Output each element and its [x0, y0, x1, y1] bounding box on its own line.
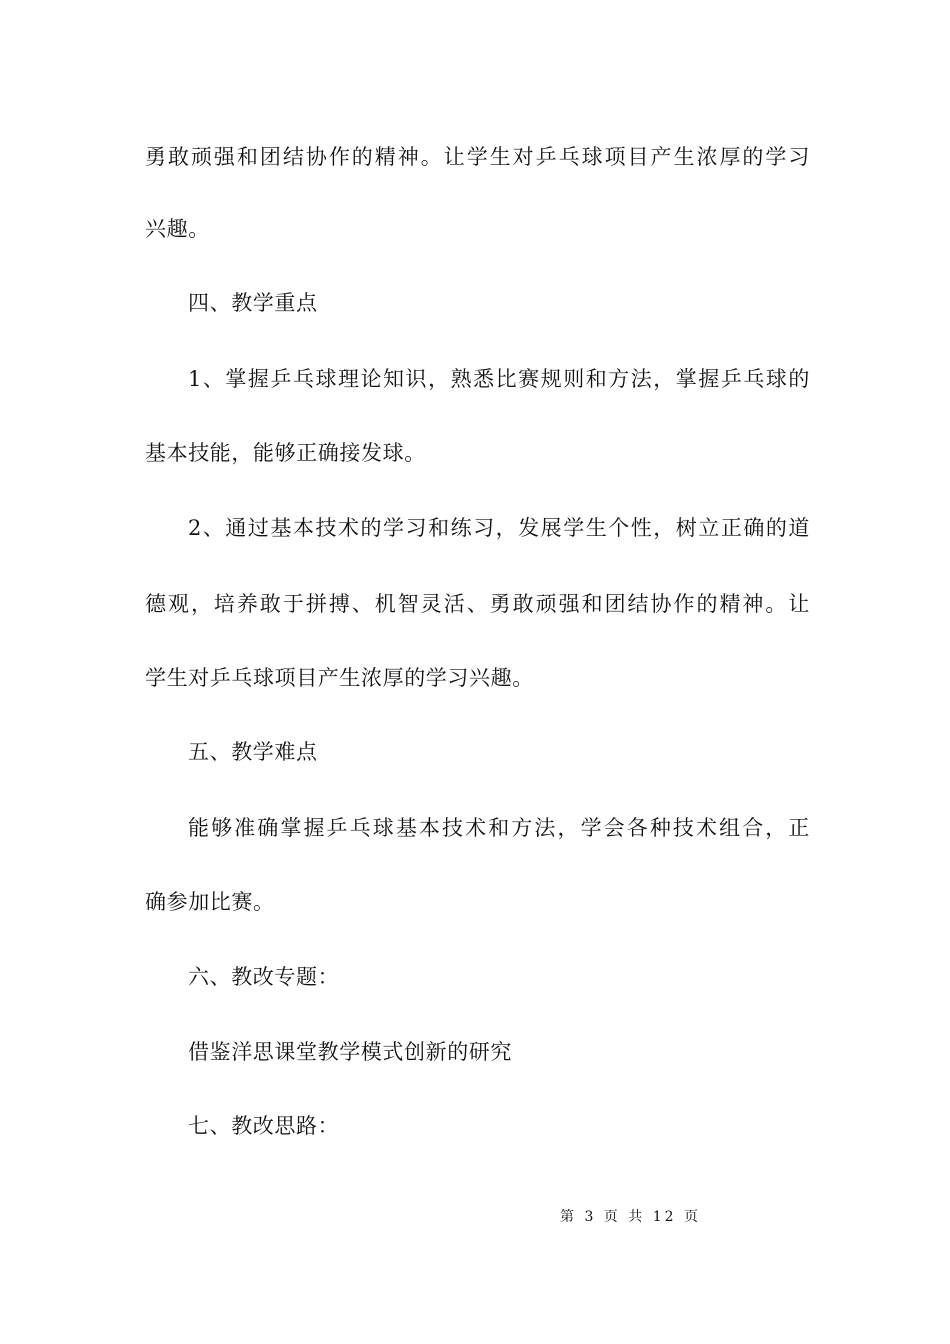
- paragraph-line: 学生对乒乓球项目产生浓厚的学习兴趣。: [145, 666, 534, 690]
- paragraph-line: 借鉴洋思课堂教学模式创新的研究: [188, 1040, 512, 1064]
- paragraph-line: 基本技能，能够正确接发球。: [145, 441, 426, 465]
- paragraph-line: 确参加比赛。: [145, 890, 275, 914]
- paragraph-line: 勇敢顽强和团结协作的精神。让学生对乒乓球项目产生浓厚的学习: [145, 145, 810, 169]
- section-heading: 四、教学重点: [188, 291, 318, 315]
- section-heading: 五、教学难点: [188, 740, 318, 764]
- paragraph-line: 能够准确掌握乒乓球基本技术和方法，学会各种技术组合，正: [188, 816, 810, 840]
- section-heading: 六、教改专题：: [188, 965, 340, 989]
- paragraph-line: 兴趣。: [145, 217, 210, 241]
- section-heading: 七、教改思路：: [188, 1114, 340, 1138]
- paragraph-line: 2、通过基本技术的学习和练习，发展学生个性，树立正确的道: [188, 516, 810, 540]
- page-number-footer: 第 3 页 共 12 页: [560, 1209, 701, 1225]
- paragraph-line: 德观，培养敢于拼搏、机智灵活、勇敢顽强和团结协作的精神。让: [145, 592, 810, 616]
- paragraph-line: 1、掌握乒乓球理论知识，熟悉比赛规则和方法，掌握乒乓球的: [188, 367, 810, 391]
